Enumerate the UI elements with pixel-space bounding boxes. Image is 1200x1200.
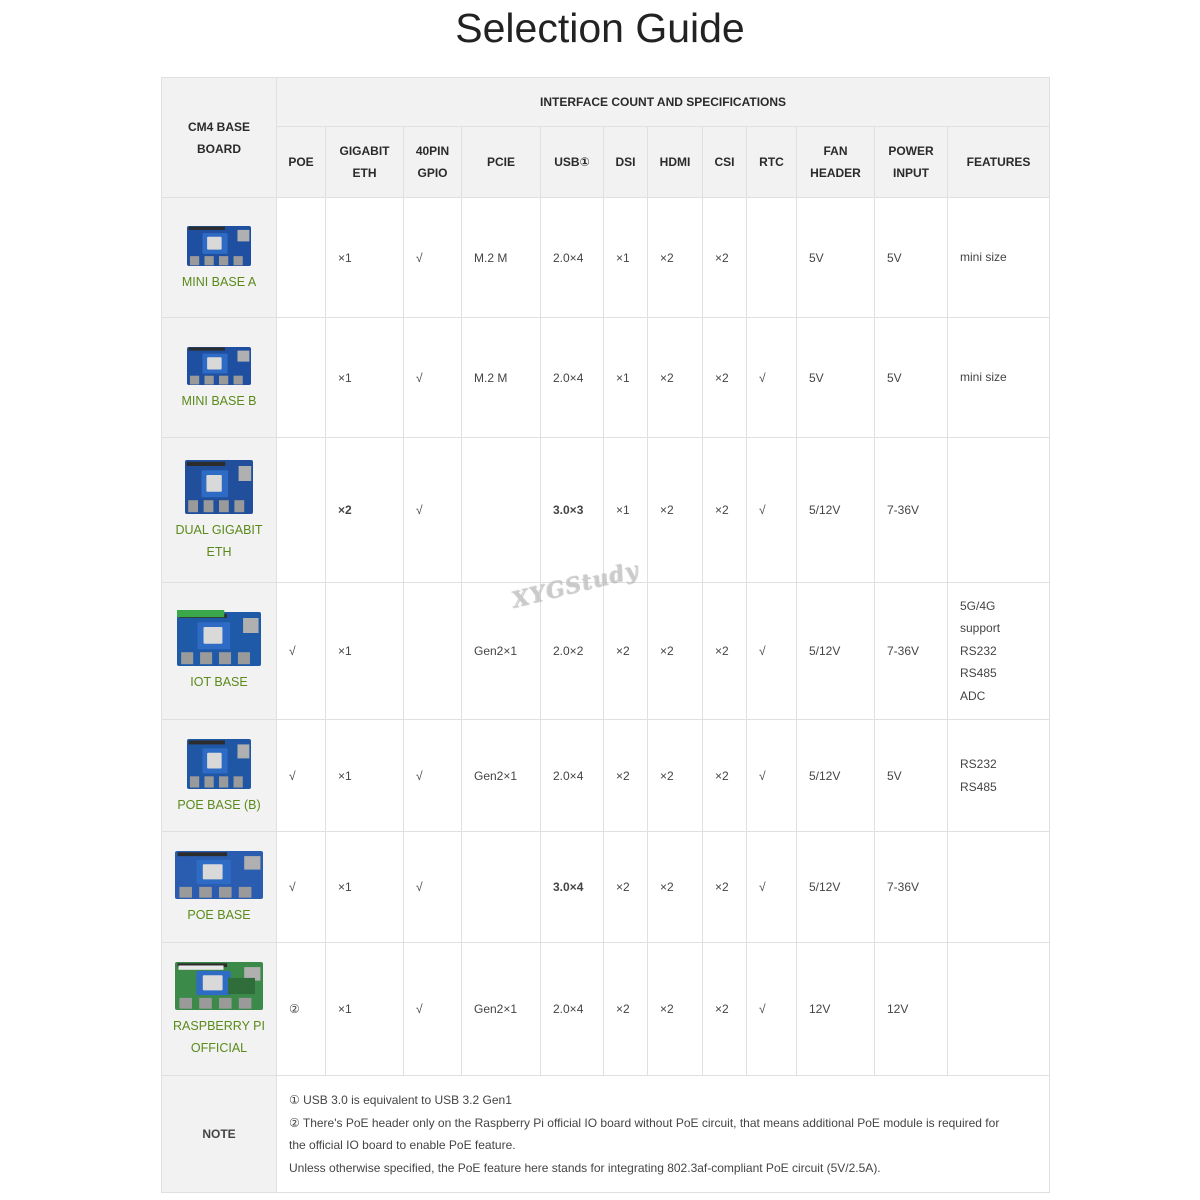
col-poe: POE [277, 127, 326, 198]
cell-hdmi: ×2 [648, 583, 703, 720]
cell-rtc: √ [747, 438, 797, 583]
board-cell [162, 438, 277, 583]
cell-usb: 2.0×4 [541, 943, 604, 1076]
cell-dsi: ×1 [604, 438, 648, 583]
header-board [162, 78, 277, 198]
cell-pcie: M.2 M [462, 318, 541, 438]
feature-line: RS232 [960, 643, 997, 658]
cell-power-input: 7-36V [875, 583, 948, 720]
cell-pcie: M.2 M [462, 198, 541, 318]
col-40pin-gpio [404, 127, 462, 198]
board-name: DUAL GIGABIT ETH [175, 523, 263, 559]
feature-line: RS485 [960, 666, 997, 681]
cell-gigabit-eth: ×2 [326, 438, 404, 583]
cell-hdmi: ×2 [648, 720, 703, 832]
table-body [162, 198, 1050, 1076]
col-gigabit-eth [326, 127, 404, 198]
cell-rtc: √ [747, 583, 797, 720]
cell-gigabit-eth: ×1 [326, 720, 404, 832]
board-photo-icon [184, 457, 254, 517]
cell-power-input: 12V [875, 943, 948, 1076]
cell-pcie: Gen2×1 [462, 720, 541, 832]
cell-fan-header: 5/12V [797, 832, 875, 943]
feature-line: 5G/4G [960, 598, 996, 613]
feature-line: mini size [960, 370, 1007, 385]
board-name: POE BASE [187, 908, 251, 922]
cell-dsi: ×1 [604, 198, 648, 318]
cell-poe: ② [277, 943, 326, 1076]
note-line-1: ① USB 3.0 is equivalent to USB 3.2 Gen1 [289, 1093, 512, 1107]
table-row [162, 438, 1050, 583]
cell-fan-header: 5/12V [797, 583, 875, 720]
cell-fan-header: 5/12V [797, 438, 875, 583]
cell-features [948, 943, 1050, 1076]
cell-csi: ×2 [703, 720, 747, 832]
feature-line: ADC [960, 688, 986, 703]
col-gigabit-eth-label: GIGABIT ETH [339, 144, 390, 180]
cell-gigabit-eth: ×1 [326, 943, 404, 1076]
col-fan-header [797, 127, 875, 198]
cell-pcie [462, 438, 541, 583]
feature-line: support [960, 621, 1001, 636]
cell-fan-header: 5V [797, 198, 875, 318]
cell-csi: ×2 [703, 438, 747, 583]
cell-gigabit-eth: ×1 [326, 583, 404, 720]
cell-gpio: √ [404, 198, 462, 318]
cell-usb: 2.0×4 [541, 720, 604, 832]
cell-rtc: √ [747, 318, 797, 438]
cell-dsi: ×2 [604, 943, 648, 1076]
cell-power-input: 5V [875, 198, 948, 318]
table-row [162, 318, 1050, 438]
board-name: MINI BASE B [181, 393, 257, 408]
note-content [277, 1076, 1050, 1193]
board-photo-icon [174, 848, 264, 902]
cell-rtc: √ [747, 943, 797, 1076]
header-board-label: CM4 BASE BOARD [187, 119, 250, 156]
cell-usb: 2.0×2 [541, 583, 604, 720]
col-40pin-gpio-label: 40PIN GPIO [415, 144, 450, 180]
cell-gpio: √ [404, 318, 462, 438]
cell-dsi: ×2 [604, 720, 648, 832]
cell-hdmi: ×2 [648, 832, 703, 943]
cell-dsi: ×1 [604, 318, 648, 438]
cell-fan-header: 5V [797, 318, 875, 438]
cell-csi: ×2 [703, 832, 747, 943]
col-pcie: PCIE [462, 127, 541, 198]
table-row [162, 198, 1050, 318]
cell-features [948, 583, 1050, 720]
cell-features [948, 720, 1050, 832]
selection-guide-table [161, 77, 1050, 1193]
board-cell [162, 720, 277, 832]
cell-csi: ×2 [703, 943, 747, 1076]
page-title: Selection Guide [455, 5, 745, 51]
col-dsi: DSI [604, 127, 648, 198]
cell-gpio: √ [404, 720, 462, 832]
col-features: FEATURES [948, 127, 1050, 198]
cell-pcie [462, 832, 541, 943]
col-power-input-label: POWER INPUT [888, 144, 934, 180]
board-name: IOT BASE [190, 675, 248, 689]
board-cell [162, 832, 277, 943]
col-csi: CSI [703, 127, 747, 198]
cell-usb: 2.0×4 [541, 198, 604, 318]
feature-line: RS232 [960, 757, 997, 771]
col-usb: USB① [541, 127, 604, 198]
cell-gpio [404, 583, 462, 720]
cell-gigabit-eth: ×1 [326, 318, 404, 438]
cell-poe: √ [277, 720, 326, 832]
col-rtc: RTC [747, 127, 797, 198]
cell-poe: √ [277, 832, 326, 943]
board-photo-icon [186, 344, 252, 388]
note-line-3: the official IO board to enable PoE feature. [289, 1138, 516, 1152]
feature-line: mini size [960, 250, 1007, 265]
cell-usb: 3.0×3 [541, 438, 604, 583]
cell-pcie: Gen2×1 [462, 943, 541, 1076]
cell-features [948, 438, 1050, 583]
board-photo-icon [186, 223, 252, 269]
cell-power-input: 5V [875, 720, 948, 832]
cell-fan-header: 5/12V [797, 720, 875, 832]
header-columns-row [162, 127, 1050, 198]
cell-usb: 3.0×4 [541, 832, 604, 943]
board-cell [162, 583, 277, 720]
table-row [162, 720, 1050, 832]
watermark: XYGStudy [508, 556, 641, 614]
cell-power-input: 5V [875, 318, 948, 438]
cell-csi: ×2 [703, 318, 747, 438]
cell-hdmi: ×2 [648, 318, 703, 438]
table-row [162, 583, 1050, 720]
cell-usb: 2.0×4 [541, 318, 604, 438]
note-line-2: ② There's PoE header only on the Raspberry Pi official IO board without PoE circuit, that means additional PoE module is required for [289, 1115, 1000, 1130]
cell-gigabit-eth: ×1 [326, 198, 404, 318]
header-group: INTERFACE COUNT AND SPECIFICATIONS [277, 78, 1050, 127]
cell-power-input: 7-36V [875, 438, 948, 583]
board-name: RASPBERRY PI OFFICIAL [173, 1019, 265, 1055]
col-fan-header-label: FAN HEADER [810, 144, 861, 180]
board-name: MINI BASE A [181, 274, 257, 289]
board-photo-icon [174, 959, 264, 1013]
board-photo-icon [186, 736, 252, 792]
cell-rtc: √ [747, 720, 797, 832]
cell-pcie: Gen2×1 [462, 583, 541, 720]
board-name: POE BASE (B) [177, 797, 261, 812]
board-cell [162, 198, 277, 318]
cell-features [948, 318, 1050, 438]
cell-rtc [747, 198, 797, 318]
table-row [162, 832, 1050, 943]
cell-hdmi: ×2 [648, 943, 703, 1076]
cell-poe [277, 318, 326, 438]
cell-gpio: √ [404, 832, 462, 943]
cell-rtc: √ [747, 832, 797, 943]
cell-hdmi: ×2 [648, 198, 703, 318]
cell-gpio: √ [404, 438, 462, 583]
cell-features [948, 832, 1050, 943]
note-label: NOTE [162, 1076, 277, 1193]
cell-fan-header: 12V [797, 943, 875, 1076]
cell-csi: ×2 [703, 583, 747, 720]
board-cell [162, 943, 277, 1076]
cell-hdmi: ×2 [648, 438, 703, 583]
cell-gpio: √ [404, 943, 462, 1076]
cell-dsi: ×2 [604, 583, 648, 720]
col-hdmi: HDMI [648, 127, 703, 198]
cell-poe: √ [277, 583, 326, 720]
cell-power-input: 7-36V [875, 832, 948, 943]
note-line-4: Unless otherwise specified, the PoE feature here stands for integrating 802.3af-compliant PoE circuit (5V/2.5A). [289, 1160, 881, 1175]
col-power-input [875, 127, 948, 198]
note-row [162, 1076, 1050, 1193]
board-cell [162, 318, 277, 438]
cell-csi: ×2 [703, 198, 747, 318]
cell-gigabit-eth: ×1 [326, 832, 404, 943]
cell-poe [277, 198, 326, 318]
table-row [162, 943, 1050, 1076]
cell-dsi: ×2 [604, 832, 648, 943]
board-photo-icon [176, 609, 262, 669]
feature-line: RS485 [960, 779, 997, 794]
cell-poe [277, 438, 326, 583]
cell-features [948, 198, 1050, 318]
